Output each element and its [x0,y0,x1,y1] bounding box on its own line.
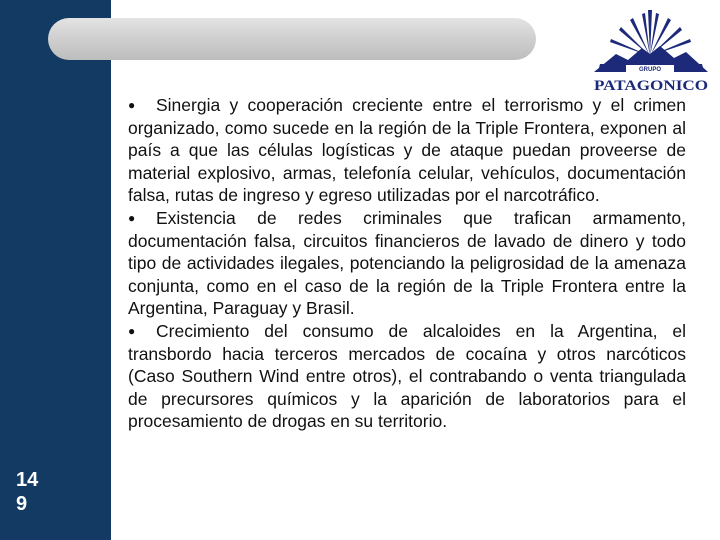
bullet-text-1: Sinergia y cooperación creciente entre el terrorismo y el crimen organizado, como sucede en la región de la Triple Frontera, exponen al país a que las células logísticas y de ataque puedan proveerse de material explosivo, armas, telefonía celular, vehículos, documentación falsa, rutas de ingreso y egreso utilizadas por el narcotráfico. [128,95,686,206]
logo-graphic [590,10,712,95]
page-number-line-1: 14 [16,469,39,491]
bullet-text-2: Existencia de redes criminales que trafican armamento, documentación falsa, circuitos financieros de lavado de dinero y todo tipo de actividades ilegales, potenciando la peligrosidad de la amenaza conjunta, como en el caso de la región de la Triple Frontera entre la Argentina, Paraguay y Brasil. [128,207,686,319]
page-number [16,468,56,516]
bullet-item-3 [128,320,686,433]
bullet-item-1 [128,94,686,207]
bullet-dot-icon: ● [128,323,136,338]
left-sidebar [0,0,111,540]
logo-brand-text: PATAGONICO [594,78,708,94]
logo-top-text: GRUPO [638,67,662,73]
page-number-line-2: 9 [16,493,28,515]
bullet-text-3: Crecimiento del consumo de alcaloides en la Argentina, el transbordo hacia terceros mercados de cocaína y otros narcóticos (Caso Southern Wind entre otros), el contrabando o venta triangulada de precursores químicos y la aparición de laboratorios para el procesamiento de drogas en su territorio. [128,320,686,432]
bullet-dot-icon: ● [128,210,136,225]
bullet-dot-icon: ● [128,98,136,112]
title-bar [48,18,536,60]
grupo-patagonico-logo [590,10,712,95]
bullet-item-2 [128,207,686,320]
bullet-list [128,94,686,433]
